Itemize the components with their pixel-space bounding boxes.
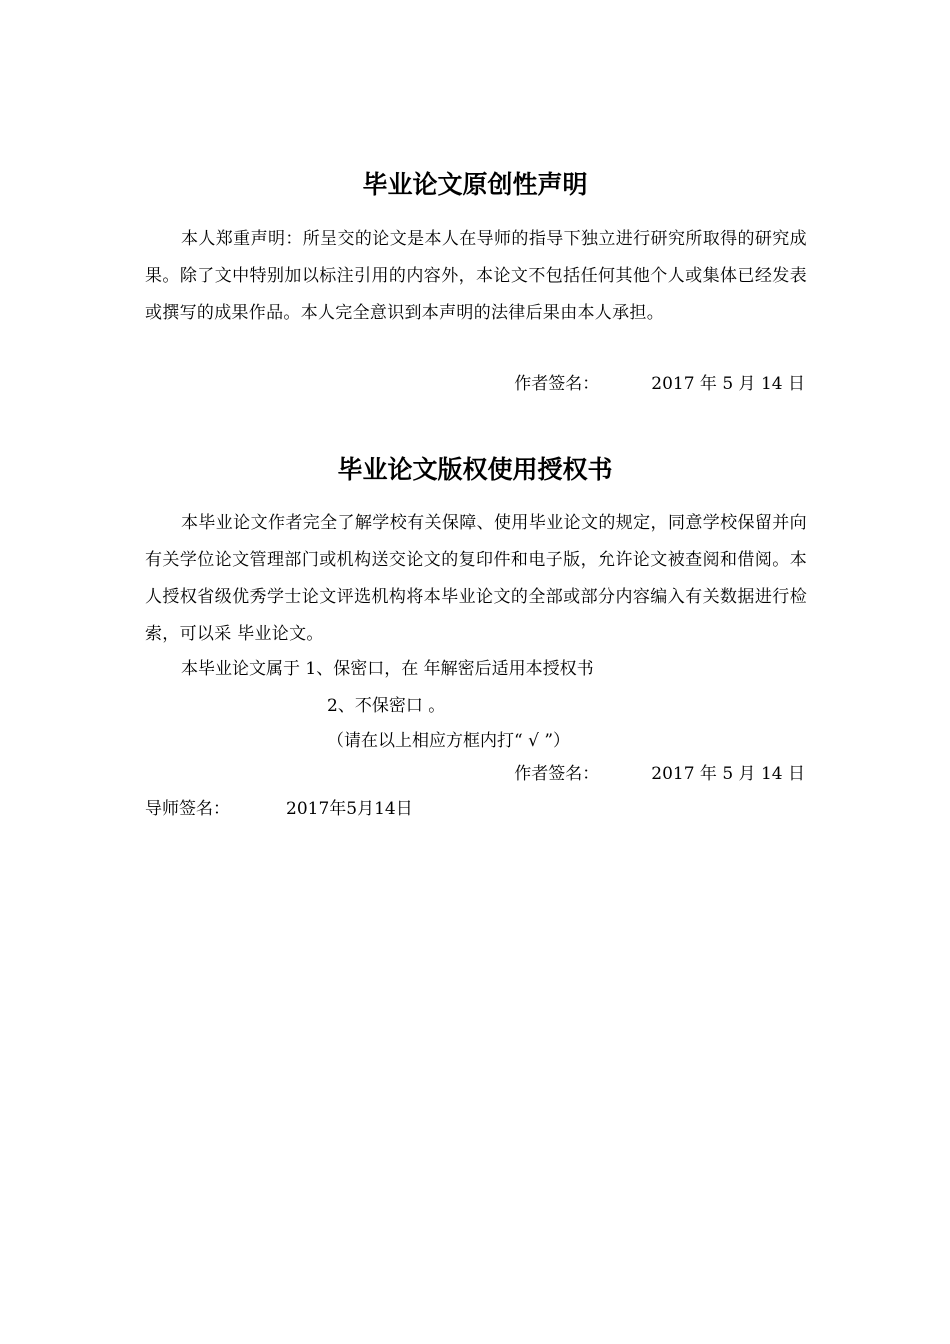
advisor-signature [145,791,413,828]
authorization-author-signature [514,756,805,793]
authorization-title: 毕业论文版权使用授权书 [337,455,613,484]
authorization-body: 本毕业论文作者完全了解学校有关保障、使用毕业论文的规定，同意学校保留并向有关学位论文管理部门或机构送交论文的复印件和电子版，允许论文被查阅和借阅。本人授权省级优秀学士论文评选机构将本毕业论文的全部或部分内容编入有关数据进行检索，可以采 毕业论文。 [145,513,807,644]
advisor-signature-label: 导师签名： [145,799,230,819]
declaration-title: 毕业论文原创性声明 [362,170,588,199]
declaration-signature [514,366,805,403]
author-signature-label: 作者签名： [514,764,600,784]
confidentiality-option-1: 本毕业论文属于 1、保密口，在 年解密后适用本授权书 [181,659,594,679]
declaration-body: 本人郑重声明：所呈交的论文是本人在导师的指导下独立进行研究所取得的研究成果。除了文中特别加以标注引用的内容外，本论文不包括任何其他个人或集体已经发表或撰写的成果作品。本人完全意识到本声明的法律后果由本人承担。 [145,229,807,323]
author-signature-label: 作者签名： [514,374,600,394]
checkbox-instruction: （请在以上相应方框内打“ √ ”） [327,731,571,751]
author-signature-date: 2017 年 5 月 14 日 [651,374,805,394]
confidentiality-option-2: 2、不保密口 。 [327,696,446,716]
author-signature-date: 2017 年 5 月 14 日 [651,764,805,784]
advisor-signature-date: 2017年5月14日 [286,799,413,819]
